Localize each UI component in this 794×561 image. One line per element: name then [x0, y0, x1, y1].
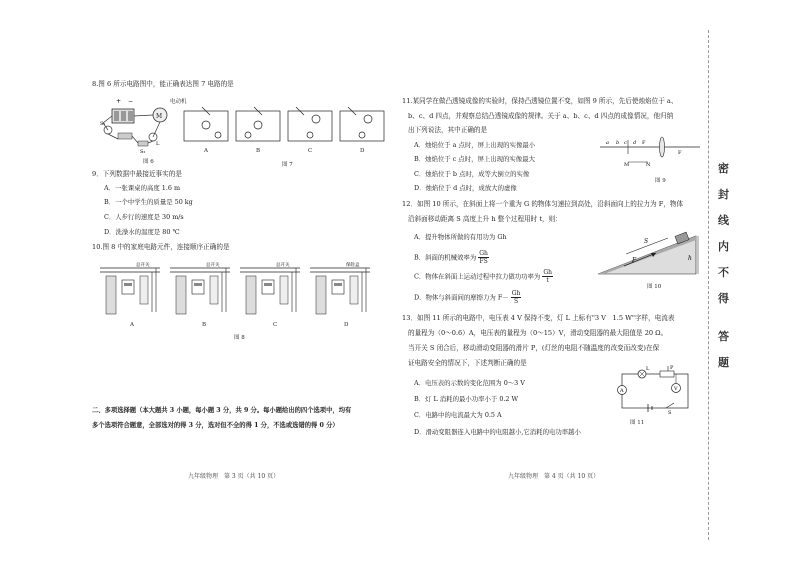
q12-option-c-fraction: $\frac{Gh}{t}$ — [543, 269, 553, 284]
fig8-label-d: D — [344, 322, 349, 328]
svg-text:N: N — [646, 162, 651, 168]
fig7-caption: 图 7 — [282, 162, 293, 168]
q9-option-a: A．一张课桌的高度 1.6 m — [104, 184, 181, 192]
q11-line2: b、c、d 四点，并观察总结凸透镜成像的规律。关于 a、b、c、d 四点的成像情况，他归纳 — [408, 112, 674, 120]
seal-char-3: 线 — [718, 214, 729, 227]
svg-text:总开关: 总开关 — [206, 263, 220, 268]
svg-text:总开关: 总开关 — [276, 263, 290, 268]
q12-option-b-text: B．斜面的机械效率为 — [414, 253, 477, 262]
fig10-label-h: h — [688, 255, 692, 262]
figure-9-lens-axis — [600, 132, 700, 172]
q13-line2: 的量程为（0～0.6）A，电压表的量程为（0～15）V，滑动变阻器的最大阻值是 20 Ω。 — [408, 329, 668, 337]
fig11-label-s: S — [668, 410, 672, 416]
fig11-label-p: P — [670, 365, 674, 371]
fig9-caption: 图 9 — [655, 178, 666, 184]
figure-10-incline — [596, 226, 701, 278]
fig11-caption: 图 11 — [630, 420, 645, 426]
svg-text:总开关: 总开关 — [136, 263, 150, 268]
q11-option-a: A．烛焰位于 a 点时，屏上出现的实像最小 — [414, 141, 536, 149]
q12-option-b — [414, 250, 489, 265]
fig8-label-a: A — [130, 322, 134, 328]
svg-text:保险盒: 保险盒 — [346, 263, 360, 268]
svg-text:F: F — [678, 150, 682, 156]
q11-option-d: D．烛焰位于 d 点时，成放大的虚像 — [414, 184, 517, 192]
q12-option-d-text: D．物体与斜面间的摩擦力为 F－ — [414, 293, 509, 302]
q13-option-d: D．滑动变阻器连入电路中的电阻越小,它消耗的电功率越小 — [414, 428, 581, 436]
q11-line1: 11.某同学在做凸透镜成像的实验时，保持凸透镜位置不变，如图 9 所示，先后使烛焰位于 a、 — [402, 97, 678, 105]
seal-char-5: 不 — [718, 266, 729, 279]
fig10-caption: 图 10 — [647, 284, 662, 290]
q11-option-c: C．烛焰位于 b 点时，成等大倒立的实像 — [414, 170, 530, 178]
fig11-label-a: A — [620, 388, 624, 394]
q9-stem: 9．下列数据中最接近事实的是 — [92, 170, 182, 178]
q11-option-b: B．烛焰位于 c 点时，屏上出现的实像最大 — [414, 155, 535, 163]
footer-page-3: 九年级物理 第 3 页（共 10 页） — [188, 473, 280, 480]
svg-text:F: F — [642, 140, 646, 146]
q12-option-b-fraction: $\frac{Gh}{FS}$ — [479, 250, 488, 265]
figure-8-home-circuits — [100, 262, 370, 320]
svg-text:L: L — [156, 141, 160, 147]
figure-11-circuit — [612, 366, 696, 414]
seal-char-6: 得 — [718, 292, 729, 305]
fig8-caption: 图 8 — [234, 335, 245, 341]
seal-char-4: 内 — [718, 240, 729, 253]
footer-page-4: 九年级物理 第 4 页（共 10 页） — [508, 473, 600, 480]
section2-line1: 二、多项选择题（本大题共 3 小题，每小题 3 分，共 9 分。每小题给出的四个选项中，均有 — [92, 407, 352, 414]
q9-option-d: D．洗澡水的温度是 80 ℃ — [104, 228, 180, 236]
svg-text:S₂: S₂ — [140, 149, 146, 155]
fig10-label-s: S — [644, 238, 649, 245]
q13-option-b: B．灯 L 消耗的最小功率小于 0.2 W — [414, 395, 519, 403]
q13-option-c: C．电路中的电流最大为 0.5 A — [414, 411, 502, 419]
seal-char-8: 题 — [718, 356, 729, 369]
fig10-label-f: F — [632, 257, 637, 264]
fig8-label-c: C — [273, 322, 278, 328]
fig11-label-l: L — [646, 366, 650, 372]
figure-6-circuit-photo — [98, 95, 180, 157]
q8-stem: 8.图 6 所示电路图中，能正确表达图 7 电路的是 — [92, 80, 234, 88]
seal-dashed-line — [708, 30, 709, 540]
q13-line3: 当开关 S 闭合后，移动滑动变阻器的滑片 P，(灯丝的电阻不随温度的改变而改变)在保 — [408, 344, 660, 352]
q10-stem: 10.图 8 中的家庭电路元件，连接顺序正确的是 — [92, 243, 230, 251]
fig6-caption: 图 6 — [143, 159, 154, 165]
seal-char-7: 答 — [718, 330, 729, 343]
q11-line3: 出下列说法，其中正确的是 — [408, 126, 488, 134]
q12-line2: 沿斜面移动距离 S 高度上升 h 整个过程用时 t，则： — [408, 215, 562, 223]
q12-option-d-fraction: $\frac{Gh}{S}$ — [511, 290, 521, 305]
q13-line4: 证电路安全的情况下，下述判断正确的是 — [408, 359, 527, 367]
q12-line1: 12．如图 10 所示，在斜面上将一个重为 G 的物体匀速拉到高处，沿斜面向上的拉力为 F，物体 — [402, 200, 684, 208]
fig6-label: 电动机 — [170, 99, 187, 105]
fig7-option-c: C — [308, 148, 313, 154]
q13-option-a: A．电压表的示数的变化范围为 0～3 V — [414, 379, 525, 387]
section2-line2: 多个选项符合题意，全部选对的得 3 分，选对但不全的得 1 分，不选或选错的得 0 分） — [92, 422, 339, 429]
fig7-option-a: A — [204, 148, 208, 154]
figure-7-circuits — [182, 100, 387, 145]
svg-text:b: b — [616, 140, 620, 146]
svg-text:S₁: S₁ — [100, 121, 106, 127]
svg-text:a: a — [606, 140, 609, 146]
svg-text:c: c — [624, 140, 627, 146]
fig11-label-v: V — [674, 386, 678, 392]
fig7-option-b: B — [256, 148, 261, 154]
q12-option-c-text: C．物体在斜面上运动过程中拉力做功功率为 — [414, 272, 541, 281]
q9-option-b: B．一个中学生的质量是 50 kg — [104, 198, 193, 206]
svg-text:M: M — [624, 162, 630, 168]
seal-char-1: 密 — [718, 162, 729, 175]
q12-option-d — [414, 290, 521, 305]
fig7-option-d: D — [360, 148, 365, 154]
q12-option-a: A．提升物体所做的有用功为 Gh — [414, 233, 507, 241]
seal-char-2: 封 — [718, 188, 729, 201]
q13-line1: 13．如图 11 所示的电路中，电压表 4 V 保持不变，灯 L 上标有"3 V 1.5 W"字样，电流表 — [402, 314, 675, 322]
svg-text:d: d — [633, 140, 637, 146]
svg-text:−: − — [128, 98, 134, 105]
svg-text:+: + — [116, 98, 122, 105]
svg-text:M: M — [156, 113, 163, 120]
q12-option-c — [414, 269, 553, 284]
q9-option-c: C．人步行的速度是 30 m/s — [104, 213, 184, 221]
fig8-label-b: B — [202, 322, 207, 328]
